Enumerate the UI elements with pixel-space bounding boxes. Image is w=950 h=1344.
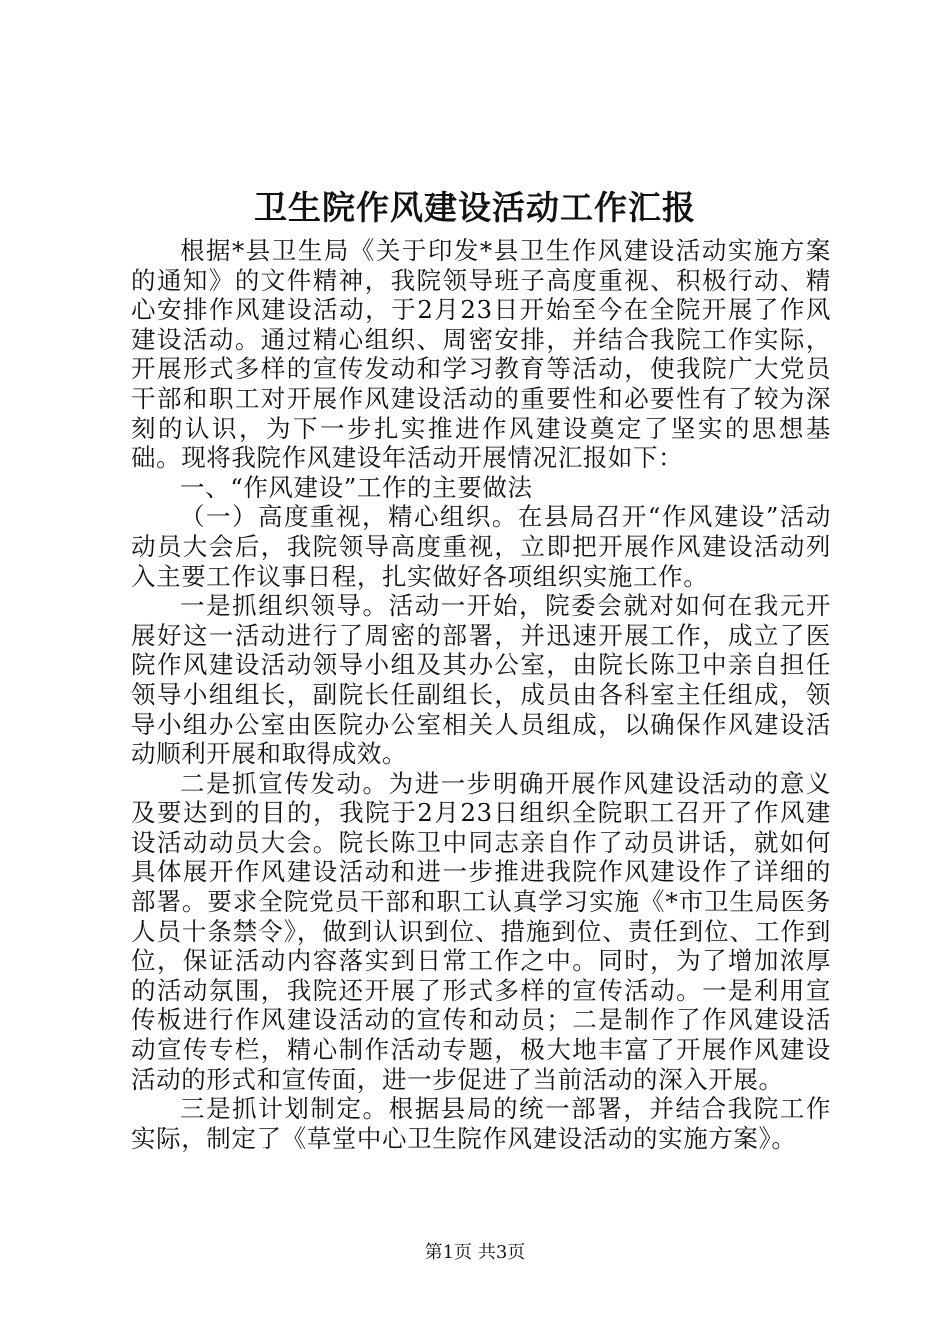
paragraph-organization: 一是抓组织领导。活动一开始，院委会就对如何在我元开展好这一活动进行了周密的部署，并迅速开展工作，成立了医院作风建设活动领导小组及其办公室，由院长陈卫中亲自担任领导小组组长，副院长任副组长，成员由各科室主任组成，领导小组办公室由医院办公室相关人员组成，以确保作风建设活动顺利开展和取得成效。 <box>131 591 831 769</box>
document-title: 卫生院作风建设活动工作汇报 <box>254 188 696 227</box>
section-heading: 一、“作风建设”工作的主要做法 <box>180 472 533 502</box>
page-number-footer: 第1页 共3页 <box>424 1242 526 1263</box>
paragraph-planning: 三是抓计划制定。根据县局的统一部署，并结合我院工作实际，制定了《草堂中心卫生院作风建设活动的实施方案》。 <box>131 1094 831 1153</box>
document-body <box>131 236 831 1153</box>
paragraph-intro: 根据*县卫生局《关于印发*县卫生作风建设活动实施方案的通知》的文件精神，我院领导班子高度重视、积极行动、精心安排作风建设活动，于2月23日开始至今在全院开展了作风建设活动。通过精心组织、周密安排，并结合我院工作实际，开展形式多样的宣传发动和学习教育等活动，使我院广大党员干部和职工对开展作风建设活动的重要性和必要性有了较为深刻的认识，为下一步扎实推进作风建设奠定了坚实的思想基础。现将我院作风建设年活动开展情况汇报如下： <box>131 236 831 473</box>
paragraph-subsection: （一）高度重视，精心组织。在县局召开“作风建设”活动动员大会后，我院领导高度重视，立即把开展作风建设活动列入主要工作议事日程，扎实做好各项组织实施工作。 <box>131 502 831 591</box>
paragraph-publicity: 二是抓宣传发动。为进一步明确开展作风建设活动的意义及要达到的目的，我院于2月23日组织全院职工召开了作风建设活动动员大会。院长陈卫中同志亲自作了动员讲话，就如何具体展开作风建设活动和进一步推进我院作风建设作了详细的部署。要求全院党员干部和职工认真学习实施《*市卫生局医务人员十条禁令》，做到认识到位、措施到位、责任到位、工作到位，保证活动内容落实到日常工作之中。同时，为了增加浓厚的活动氛围，我院还开展了形式多样的宣传活动。一是利用宣传板进行作风建设活动的宣传和动员；二是制作了作风建设活动宣传专栏，精心制作活动专题，极大地丰富了开展作风建设活动的形式和宣传面，进一步促进了当前活动的深入开展。 <box>131 768 831 1094</box>
